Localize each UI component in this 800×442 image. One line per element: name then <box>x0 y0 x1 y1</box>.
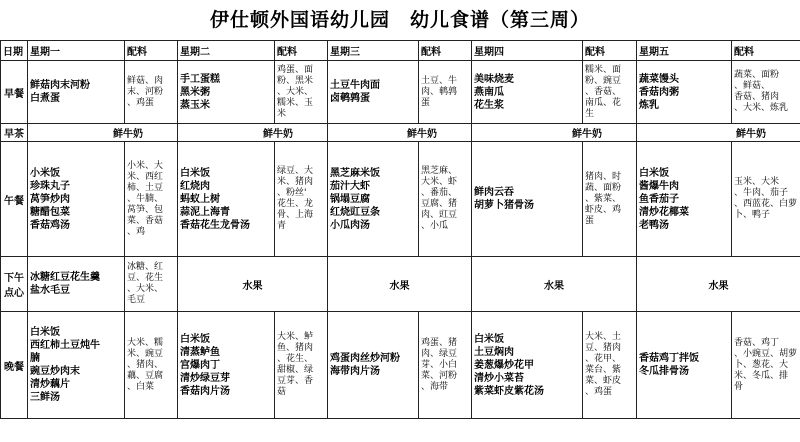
ingredient-line: 蛋 <box>421 97 431 108</box>
ingredient-cell <box>732 61 800 124</box>
dish-name: 老鸭汤 <box>639 219 669 231</box>
header-row <box>1 41 800 61</box>
dish-name: 小瓜肉汤 <box>330 219 370 231</box>
dish-name: 蒸玉米 <box>180 99 210 111</box>
ingredient-line: 大米、虾 <box>421 177 458 187</box>
morning-tea-label: 早茶 <box>1 124 28 142</box>
dish-name: 燕南瓜 <box>474 86 504 98</box>
dish-name: 冬瓜排骨汤 <box>639 366 689 377</box>
dish-cell <box>637 61 732 124</box>
snack-row <box>1 257 800 312</box>
ingredient-line: 蔬菜、面粉 <box>734 70 780 80</box>
ingredient-line: 鱼、猪肉 <box>277 343 314 353</box>
dish-name: 白米饭 <box>474 333 504 345</box>
dish-cell <box>637 142 732 257</box>
ingredient-line: 绿豆、大 <box>277 166 314 176</box>
ingredient-line: 卜、鸭子 <box>734 210 771 220</box>
header-cell: 配料 <box>583 41 637 61</box>
ingredient-line: 、鸡 <box>127 226 146 237</box>
dish-cell <box>637 312 732 419</box>
dish-name: 香菇鸡丁拌饭 <box>639 353 699 364</box>
ingredient-line: 、牛腩、 <box>127 193 164 204</box>
dish-name: 土豆焖肉 <box>474 346 514 358</box>
ingredient-line: 、海带 <box>421 381 449 392</box>
ingredient-line: 、牛肉、茄子 <box>734 188 789 198</box>
ingredient-line: 骨 <box>734 381 744 392</box>
ingredient-line: 粉、豌豆 <box>585 75 622 86</box>
dish-name: 小米饭 <box>30 167 60 179</box>
dish-cell <box>178 312 275 419</box>
ingredient-line: 、大米、 <box>277 86 314 97</box>
dish-name: 白米饭 <box>30 327 60 338</box>
ingredient-line: 末、河粉 <box>127 86 164 97</box>
ingredient-line: 、小瓜 <box>421 221 449 231</box>
ingredient-line: 猪肉、时 <box>585 171 622 182</box>
header-cell: 配料 <box>732 41 800 61</box>
ingredient-line: 米、豌豆 <box>127 348 164 359</box>
dish-name: 胡萝卜猪骨汤 <box>474 200 534 211</box>
dish-name: 美味烧麦 <box>474 73 514 85</box>
ingredient-line: 、粉丝' <box>277 188 307 198</box>
dish-name: 黑芝麻米饭 <box>330 167 380 179</box>
ingredient-line: 粉、黑米 <box>277 75 314 86</box>
dish-name: 清蒸鲈鱼 <box>180 346 220 358</box>
fruit-cell: 水果 <box>637 257 800 312</box>
ingredient-line: 鲜菇、肉 <box>127 75 164 86</box>
ingredient-line: 、香菇、 <box>585 86 622 97</box>
ingredient-line: 大米、鲈 <box>277 332 314 342</box>
ingredient-line: 、鸡蛋 <box>127 97 155 108</box>
dish-cell <box>28 61 125 124</box>
dish-name: 香菇花生龙骨汤 <box>180 219 250 231</box>
header-cell: 配料 <box>275 41 328 61</box>
dish-name: 鸡蛋肉丝炒河粉 <box>330 353 400 364</box>
lunch-label: 午餐 <box>1 142 28 257</box>
ingredient-line: 、紫菜、 <box>585 193 622 204</box>
dish-name: 清炒绿豆芽 <box>180 372 230 384</box>
ingredient-line: 骨、上海 <box>277 210 314 220</box>
ingredient-cell <box>419 142 472 257</box>
ingredient-line: 大米、土 <box>585 332 622 342</box>
dish-name: 香菇肉片汤 <box>180 385 230 397</box>
ingredient-line: 米 <box>277 108 287 119</box>
dish-name: 紫菜虾皮紫花汤 <box>474 385 544 397</box>
ingredient-cell <box>583 61 637 124</box>
ingredient-cell <box>732 142 800 257</box>
ingredient-cell <box>275 312 328 419</box>
ingredient-line: 冰糖、红 <box>127 262 164 272</box>
dish-name: 茄汁大虾 <box>330 180 370 192</box>
ingredient-line: 、西蓝花、白萝 <box>734 199 798 209</box>
ingredient-line: 米、西红 <box>127 171 164 182</box>
ingredient-cell <box>732 312 800 419</box>
ingredient-cell <box>419 312 472 419</box>
ingredient-line: 菇 <box>277 387 287 397</box>
ingredient-line: 糯米、玉 <box>277 97 314 108</box>
dish-name: 鲜肉云吞 <box>474 187 514 198</box>
dish-name: 清炒花椰菜 <box>639 206 689 218</box>
dish-name: 白米饭 <box>180 333 210 345</box>
header-cell: 配料 <box>125 41 178 61</box>
ingredient-line: 土豆、牛 <box>421 75 458 86</box>
fruit-cell: 水果 <box>178 257 328 312</box>
ingredient-line: 黑芝麻、 <box>421 166 458 176</box>
ingredient-line: 糯米、面 <box>585 64 622 75</box>
dish-name: 土豆牛肉面 <box>330 80 380 91</box>
ingredient-line: 玉米、大米 <box>734 177 780 187</box>
milk-cell: 鲜牛奶 <box>472 124 637 142</box>
ingredient-cell <box>275 142 328 257</box>
dish-name: 蚂蚁上树 <box>180 193 220 205</box>
ingredient-line: 、猪肉、 <box>127 359 164 370</box>
ingredient-line: 虾皮、鸡 <box>585 204 622 215</box>
dish-name: 炼乳 <box>639 99 659 111</box>
dish-name: 盐水毛豆 <box>30 285 70 296</box>
dish-cell <box>28 312 125 419</box>
dish-cell <box>328 142 419 257</box>
ingredient-line: 豆、猪肉 <box>585 343 622 353</box>
ingredient-line: 大米、糯 <box>127 337 164 348</box>
ingredient-line: 莴笋、包 <box>127 204 164 215</box>
ingredient-cell <box>419 61 472 124</box>
ingredient-cell <box>583 142 637 257</box>
dish-name: 豌豆炒肉末 <box>30 366 80 377</box>
dish-name: 手工蛋糕 <box>180 73 220 85</box>
ingredient-line: 南瓜、花 <box>585 97 622 108</box>
menu-table <box>0 40 800 419</box>
page-title: 伊仕顿外国语幼儿园 幼儿食谱（第三周） <box>209 9 590 31</box>
ingredient-line: 米、冬瓜、排 <box>734 370 789 381</box>
dish-name: 清炒藕片 <box>30 379 70 390</box>
dish-name: 清炒小菜苔 <box>474 372 524 384</box>
dish-name: 蔬菜馒头 <box>639 73 679 85</box>
header-cell: 星期五 <box>637 41 732 61</box>
ingredient-line: 米、猪肉 <box>277 177 314 187</box>
header-cell: 配料 <box>419 41 472 61</box>
ingredient-line: 蔬、面粉 <box>585 182 622 193</box>
dish-name: 鱼香茄子 <box>639 193 679 205</box>
ingredient-line: 甜椒、绿 <box>277 365 314 375</box>
ingredient-line: 、番茄、 <box>421 188 458 198</box>
snack-label-line: 点心 <box>4 288 24 299</box>
ingredient-line: 蛋 <box>585 215 595 226</box>
ingredient-line: 菜、河粉 <box>421 370 458 381</box>
dish-cell <box>472 312 583 419</box>
ingredient-line: 菜、香菇 <box>127 215 164 226</box>
ingredient-line: 、小豌豆、胡萝 <box>734 348 798 359</box>
ingredient-line: 菜、虾皮 <box>585 376 622 386</box>
ingredient-line: 豆、花生 <box>127 273 164 283</box>
milk-cell: 鲜牛奶 <box>637 124 800 142</box>
ingredient-line: 豆芽、香 <box>277 376 314 386</box>
dish-name: 海带肉片汤 <box>330 366 380 377</box>
morning-tea-row <box>1 124 800 142</box>
ingredient-line: 鸡蛋、面 <box>277 64 314 75</box>
dish-name: 锅塌豆腐 <box>330 193 370 205</box>
ingredient-line: 、鸡蛋 <box>585 387 613 397</box>
ingredient-line: 、花生、 <box>277 354 314 364</box>
ingredient-cell <box>583 312 637 419</box>
dish-cell <box>472 61 583 124</box>
ingredient-cell <box>125 61 178 124</box>
dish-name: 三鲜汤 <box>30 392 60 403</box>
fruit-cell: 水果 <box>328 257 472 312</box>
dish-name: 蒜泥上海青 <box>180 206 230 218</box>
dish-name: 香菇肉粥 <box>639 86 679 98</box>
ingredient-line: 藕、豆腐 <box>127 370 164 381</box>
ingredient-line: 柿、土豆 <box>127 182 164 193</box>
header-cell: 日期 <box>1 41 28 61</box>
dish-name: 姜葱爆炒花甲 <box>474 359 534 371</box>
ingredient-line: 肉、豇豆 <box>421 210 458 220</box>
ingredient-line: 香菇、鸡丁 <box>734 337 780 348</box>
dish-name: 白米饭 <box>180 167 210 179</box>
lunch-row <box>1 142 800 257</box>
dish-name: 红烧豇豆条 <box>330 206 380 218</box>
ingredient-cell <box>275 61 328 124</box>
dinner-label: 晚餐 <box>1 312 28 419</box>
dish-cell <box>328 312 419 419</box>
ingredient-line: 香菇、猪肉 <box>734 92 780 102</box>
dish-name: 香菇鸡汤 <box>30 219 70 231</box>
snack-label-line: 下午 <box>4 273 24 284</box>
dish-name: 冰糖红豆花生羹 <box>30 272 100 283</box>
ingredient-line: 毛豆 <box>127 295 146 305</box>
ingredient-cell <box>125 312 178 419</box>
ingredient-line: 、鲜菇、 <box>734 81 771 91</box>
dish-name: 宫爆肉丁 <box>180 359 220 371</box>
header-cell: 星期一 <box>28 41 125 61</box>
dish-name: 腩 <box>30 353 40 364</box>
dish-name: 卤鹌鹑蛋 <box>330 93 370 104</box>
dish-cell <box>28 257 125 312</box>
dish-cell <box>178 142 275 257</box>
milk-cell: 鲜牛奶 <box>28 124 178 142</box>
dish-cell <box>178 61 275 124</box>
dish-name: 珍珠丸子 <box>30 180 70 192</box>
dish-name: 鲜菇肉末河粉 <box>30 80 90 91</box>
ingredient-line: 菜台、紫 <box>585 365 622 375</box>
dish-name: 花生浆 <box>474 99 504 111</box>
header-cell: 星期四 <box>472 41 583 61</box>
snack-label <box>1 257 28 312</box>
dish-name: 糖醋包菜 <box>30 206 70 218</box>
ingredient-line: 肉、鹌鹑 <box>421 86 458 97</box>
ingredient-line: 豆腐、猪 <box>421 199 458 209</box>
ingredient-line: 、大米、炼乳 <box>734 103 789 113</box>
dish-cell <box>328 61 419 124</box>
header-cell: 星期三 <box>328 41 419 61</box>
breakfast-label: 早餐 <box>1 61 28 124</box>
breakfast-row <box>1 61 800 124</box>
ingredient-line: 肉、绿豆 <box>421 348 458 359</box>
dish-name: 莴笋炒肉 <box>30 193 70 205</box>
ingredient-line: 小米、大 <box>127 160 164 171</box>
dish-name: 黑米粥 <box>180 86 210 98</box>
ingredient-line: 花生、龙 <box>277 199 314 209</box>
milk-cell: 鲜牛奶 <box>328 124 472 142</box>
ingredient-line: 、白菜 <box>127 381 155 392</box>
ingredient-cell <box>125 142 178 257</box>
ingredient-line: 卜、葱花、大 <box>734 359 789 370</box>
ingredient-line: 、大米、 <box>127 284 164 294</box>
ingredient-line: 青 <box>277 221 287 231</box>
ingredient-line: 芽、小白 <box>421 359 458 370</box>
dish-name: 红烧肉 <box>180 180 210 192</box>
dish-name: 酱爆牛肉 <box>639 180 679 192</box>
dish-cell <box>28 142 125 257</box>
ingredient-cell <box>125 257 178 312</box>
dish-name: 白煮蛋 <box>30 93 60 104</box>
dish-name: 西红柿土豆炖牛 <box>30 340 100 351</box>
header-cell: 星期二 <box>178 41 275 61</box>
dinner-row <box>1 312 800 419</box>
ingredient-line: 、花甲、 <box>585 354 622 364</box>
milk-cell: 鲜牛奶 <box>178 124 328 142</box>
dish-cell <box>472 142 583 257</box>
dish-name: 白米饭 <box>639 167 669 179</box>
ingredient-line: 鸡蛋、猪 <box>421 337 458 348</box>
ingredient-line: 生 <box>585 108 595 119</box>
fruit-cell: 水果 <box>472 257 637 312</box>
